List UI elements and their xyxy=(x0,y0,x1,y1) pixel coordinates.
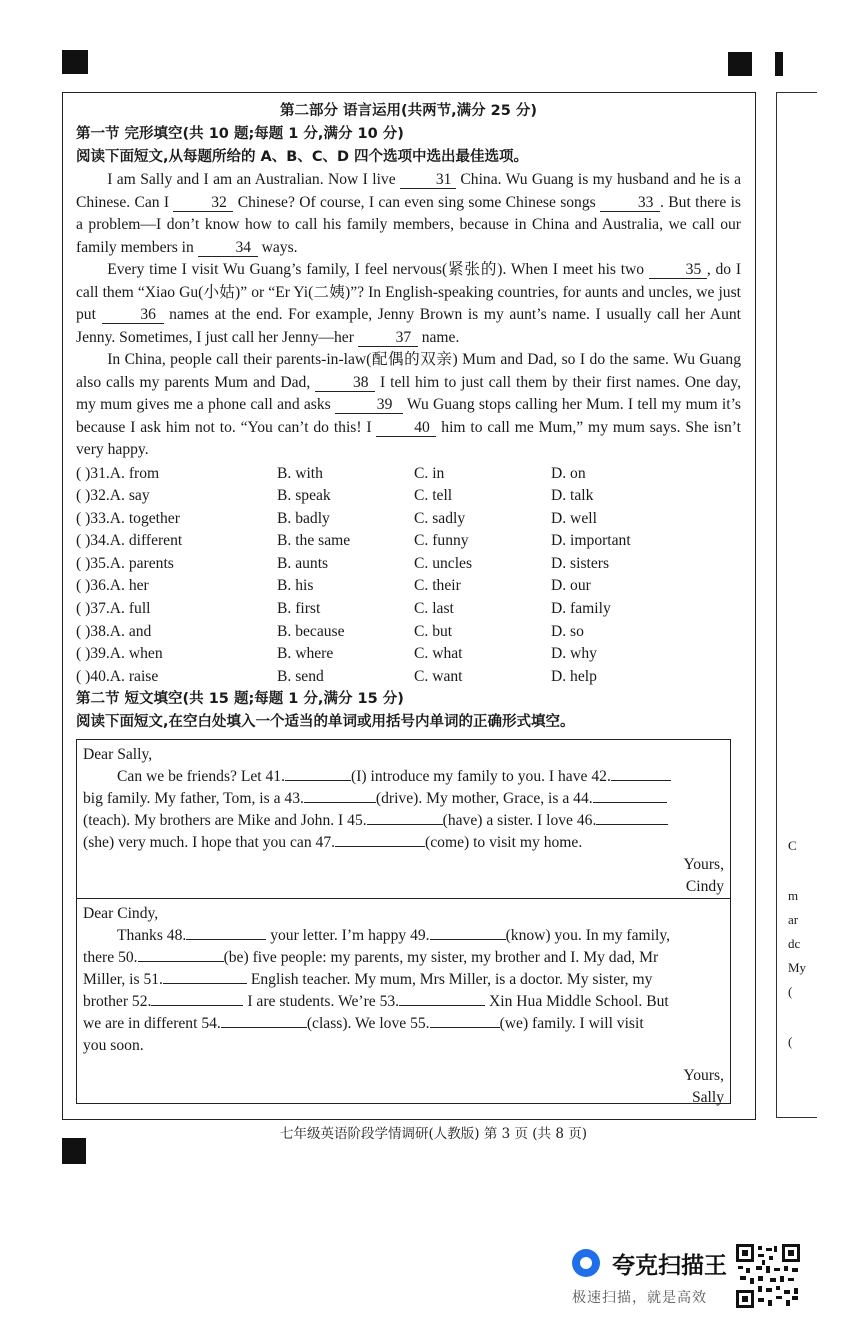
option-row-40: ( )40.A. raise B. send C. want D. help xyxy=(76,667,597,685)
blank-37: 37 xyxy=(358,329,418,347)
next-page-fragment: C xyxy=(788,838,797,853)
registration-mark xyxy=(728,52,752,76)
qr-code-icon xyxy=(736,1244,800,1308)
option-row-34: ( )34.A. different B. the same C. funny D. important xyxy=(76,532,631,550)
blank-41 xyxy=(285,766,351,781)
registration-mark xyxy=(775,52,783,76)
blank-44 xyxy=(593,788,667,803)
option-row-38: ( )38.A. and B. because C. but D. so xyxy=(76,622,584,640)
cloze-paragraph-1: I am Sally and I am an Australian. Now I live 31 China. Wu Guang is my husband and he is a Chinese. Can I 32 Chinese? Of course, I can even sing some Chinese songs 33 . But there is a problem—I don’t know how to call his family members, because in China and Australia, we call our family members in 34 ways. xyxy=(76,171,741,256)
blank-53 xyxy=(399,991,485,1006)
main-content xyxy=(76,100,741,734)
cloze-paragraph-2: Every time I visit Wu Guang’s family, I feel nervous(紧张的). When I meet his two 35 , do I call them “Xiao Gu(小姑)” or “Er Yi(二姨)”? In English-speaking countries, for aunts and uncles, we just put 36 names at the end. For example, Jenny Brown is my aunt’s name. I usually call her Aunt Jenny. Sometimes, I just call her Jenny—her 37 name. xyxy=(76,261,742,346)
next-page-fragment: My xyxy=(788,960,807,975)
blank-45 xyxy=(367,810,443,825)
blank-34: 34 xyxy=(198,239,258,257)
letter-box-cindy: Dear Sally, Can we be friends? Let 41. (I) introduce my family to you. I have 42. big family. My father, Tom, is a 43. (drive). My mother, Grace, is a 44. (teach). My brothers are Mike and John. I 45. (have) a sister. I love 46. (she) very much. I hope that you can 47. (come) to visit my home. Yours, Cindy xyxy=(76,739,731,899)
letter-signature: Sally xyxy=(691,1089,724,1106)
letter-signature: Cindy xyxy=(685,878,724,895)
letter-box-sally: Dear Cindy, Thanks 48. your letter. I’m happy 49. (know) you. In my family, there 50. (be) five people: my parents, my sister, my brother and I. My dad, Mr Miller, is 51. English teacher. My mum, Mrs Miller, is a doctor. My sister, my brother 52. I are students. We’re 53. Xin Hua Middle School. But we are in different 54. (class). We love 55. (we) family. I will visit you soon. Yours, Sally xyxy=(76,899,731,1104)
blank-48 xyxy=(186,925,266,940)
options-table xyxy=(76,463,741,689)
option-row-36: ( )36.A. her B. his C. their D. our xyxy=(76,577,591,595)
blank-49 xyxy=(430,925,506,940)
next-page-fragment: ( xyxy=(788,1034,793,1049)
option-row-39: ( )39.A. when B. where C. what D. why xyxy=(76,645,597,663)
option-row-32: ( )32.A. say B. speak C. tell D. talk xyxy=(76,487,594,505)
blank-33: 33 xyxy=(600,194,660,212)
blank-38: 38 xyxy=(315,374,375,392)
blank-47 xyxy=(335,832,425,847)
blank-31: 31 xyxy=(400,171,456,189)
blank-46 xyxy=(596,810,668,825)
blank-36: 36 xyxy=(102,306,164,324)
cloze-paragraph-3: In China, people call their parents-in-law(配偶的双亲) Mum and Dad, so I do the same. Wu Guang also calls my parents Mum and Dad, 38 I tell him to just call them by their first names. One day, my mum gives me a phone call and asks 39 Wu Guang stops calling her Mum. I tell my mum it’s because I ask him not to. “You can’t do this! I 40 him to call me Mum,” my mum says. She isn’t very happy. xyxy=(76,351,742,458)
letter-greeting: Dear Cindy, xyxy=(83,905,159,922)
letter-closing: Yours, xyxy=(683,856,724,873)
blank-55 xyxy=(430,1013,500,1028)
blank-52 xyxy=(151,991,243,1006)
next-page-fragment: m xyxy=(788,888,799,903)
registration-mark xyxy=(62,50,88,74)
section2-title: 第二节 短文填空(共 15 题;每题 1 分,满分 15 分) xyxy=(76,691,404,708)
letter-greeting: Dear Sally, xyxy=(83,746,153,763)
blank-42 xyxy=(611,766,671,781)
section1-title: 第一节 完形填空(共 10 题;每题 1 分,满分 10 分) xyxy=(76,126,404,142)
section1-instruction: 阅读下面短文,从每题所给的 A、B、C、D 四个选项中选出最佳选项。 xyxy=(76,149,529,165)
page-footer: 七年级英语阶段学情调研(人教版) 第 3 页 (共 8 页) xyxy=(280,1126,587,1142)
option-row-37: ( )37.A. full B. first C. last D. family xyxy=(76,600,611,618)
section2-instruction: 阅读下面短文,在空白处填入一个适当的单词或用括号内单词的正确形式填空。 xyxy=(76,714,575,731)
blank-35: 35 xyxy=(649,261,707,279)
blank-50 xyxy=(138,947,224,962)
scanner-tagline: 极速扫描，就是高效 xyxy=(572,1290,707,1306)
scanner-brand-name: 夸克扫描王 xyxy=(612,1253,727,1279)
blank-54 xyxy=(221,1013,307,1028)
blank-43 xyxy=(304,788,376,803)
next-page-fragment: ar xyxy=(788,912,799,927)
option-row-33: ( )33.A. together B. badly C. sadly D. well xyxy=(76,509,597,527)
part-title: 第二部分 语言运用(共两节,满分 25 分) xyxy=(279,103,538,119)
next-page-fragment: ( xyxy=(788,984,793,999)
blank-32: 32 xyxy=(173,194,233,212)
blank-40: 40 xyxy=(376,419,436,437)
letter-closing: Yours, xyxy=(683,1067,724,1084)
blank-39: 39 xyxy=(335,396,403,414)
option-row-31: ( )31.A. from B. with C. in D. on xyxy=(76,464,586,482)
blank-51 xyxy=(163,969,247,984)
next-page-fragment: dc xyxy=(788,936,801,951)
option-row-35: ( )35.A. parents B. aunts C. uncles D. sisters xyxy=(76,554,610,572)
scanner-logo-icon xyxy=(572,1249,600,1277)
